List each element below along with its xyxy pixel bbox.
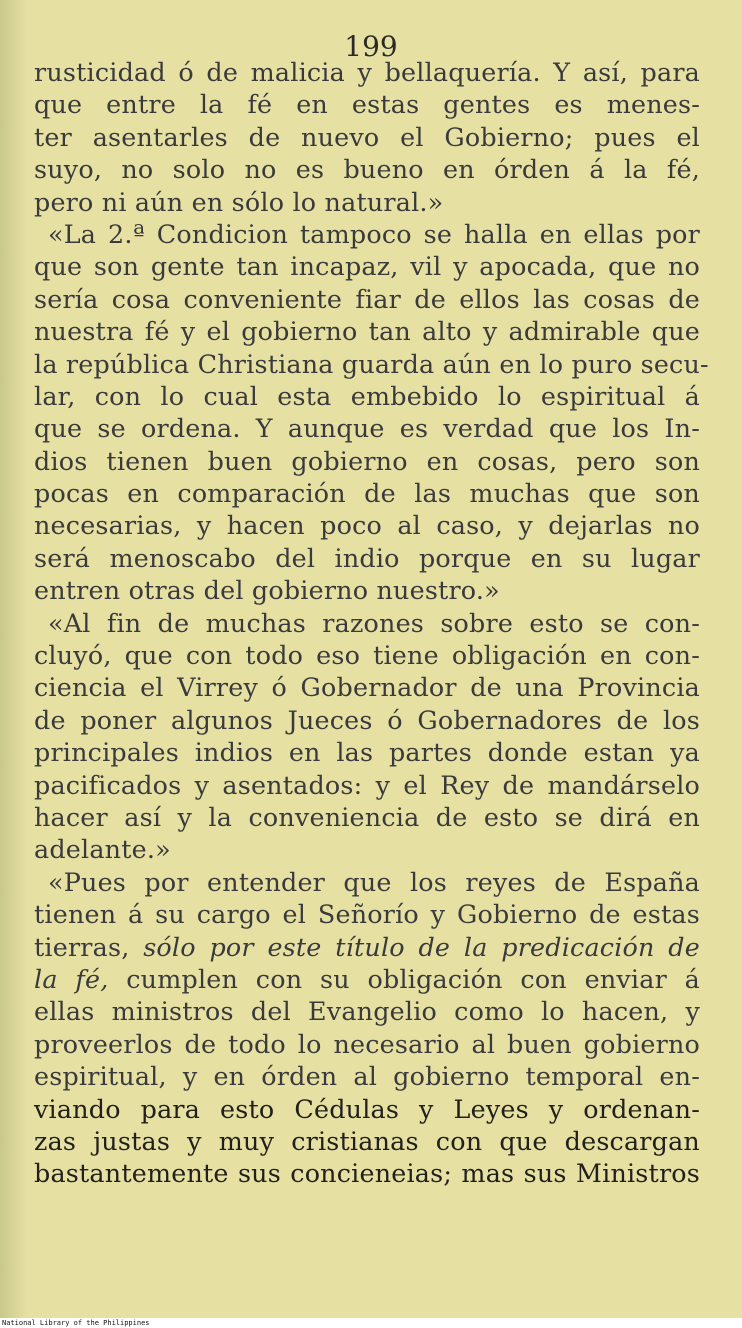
- text-line: de poner algunos Jueces ó Gobernadores de los: [34, 704, 700, 735]
- text-line: sería cosa conveniente fiar de ellos las cosas de: [34, 283, 700, 314]
- page-number: 199: [344, 30, 398, 63]
- italic-phrase: sólo por este título de la predicación de: [143, 931, 700, 962]
- text-line: rusticidad ó de malicia y bellaquería. Y así, para: [34, 57, 700, 87]
- text-line: pero ni aún en sólo lo natural.»: [34, 186, 444, 217]
- text-line: ter asentarles de nuevo el Gobierno; pues el: [34, 121, 700, 152]
- text-line: principales indios en las partes donde estan ya: [34, 737, 700, 768]
- text-line: lar, con lo cual esta embebido lo espiritual á: [34, 380, 700, 411]
- italic-phrase-end: la fé,: [34, 963, 109, 994]
- text-line-mixed: [34, 931, 700, 963]
- text-line: ellas ministros del Evangelio como lo hacen, y: [34, 996, 700, 1027]
- text-line: bastantemente sus concieneias; mas sus Ministros: [34, 1158, 700, 1189]
- page-edge-stain: [0, 0, 28, 1318]
- text-line: nuestra fé y el gobierno tan alto y admirable que: [34, 316, 700, 347]
- text-line: ciencia el Virrey ó Gobernador de una Provincia: [34, 672, 700, 703]
- text-line: «Pues por entender que los reyes de España: [48, 866, 700, 897]
- text-segment: cumplen con su obligación con enviar á: [108, 963, 700, 994]
- text-line: necesarias, y hacen poco al caso, y dejarlas no: [34, 510, 700, 541]
- text-line: que son gente tan incapaz, vil y apocada, que no: [34, 251, 700, 282]
- body-text: [34, 56, 709, 1190]
- text-line: que se ordena. Y aunque es verdad que los In-: [34, 413, 700, 444]
- text-line-mixed: [34, 963, 700, 995]
- text-line: suyo, no solo no es bueno en órden á la fé,: [34, 154, 700, 185]
- text-line: hacer así y la conveniencia de esto se dirá en: [34, 801, 700, 832]
- text-line: adelante.»: [34, 834, 171, 865]
- library-credit: National Library of the Philippines: [2, 1319, 150, 1327]
- text-line: tienen á su cargo el Señorío y Gobierno de estas: [34, 899, 700, 930]
- text-segment: tierras,: [34, 931, 130, 962]
- text-line: «Al fin de muchas razones sobre esto se con-: [48, 607, 700, 638]
- text-line: la república Christiana guarda aún en lo puro secu-: [34, 348, 709, 379]
- text-line: espiritual, y en órden al gobierno temporal en-: [34, 1061, 700, 1092]
- text-line: pocas en comparación de las muchas que son: [34, 478, 700, 509]
- text-line: será menoscabo del indio porque en su lugar: [34, 542, 700, 573]
- text-line: cluyó, que con todo eso tiene obligación en con-: [34, 640, 700, 671]
- text-line: «La 2.ª Condicion tampoco se halla en ellas por: [48, 218, 700, 249]
- text-line: pacificados y asentados: y el Rey de mandárselo: [34, 769, 700, 800]
- text-line: zas justas y muy cristianas con que descargan: [34, 1125, 700, 1156]
- text-line: proveerlos de todo lo necesario al buen gobierno: [34, 1028, 700, 1059]
- text-line: entren otras del gobierno nuestro.»: [34, 575, 500, 606]
- text-line: que entre la fé en estas gentes es menes-: [34, 89, 700, 120]
- text-line: dios tienen buen gobierno en cosas, pero son: [34, 445, 700, 476]
- text-line: viando para esto Cédulas y Leyes y ordenan-: [34, 1093, 700, 1124]
